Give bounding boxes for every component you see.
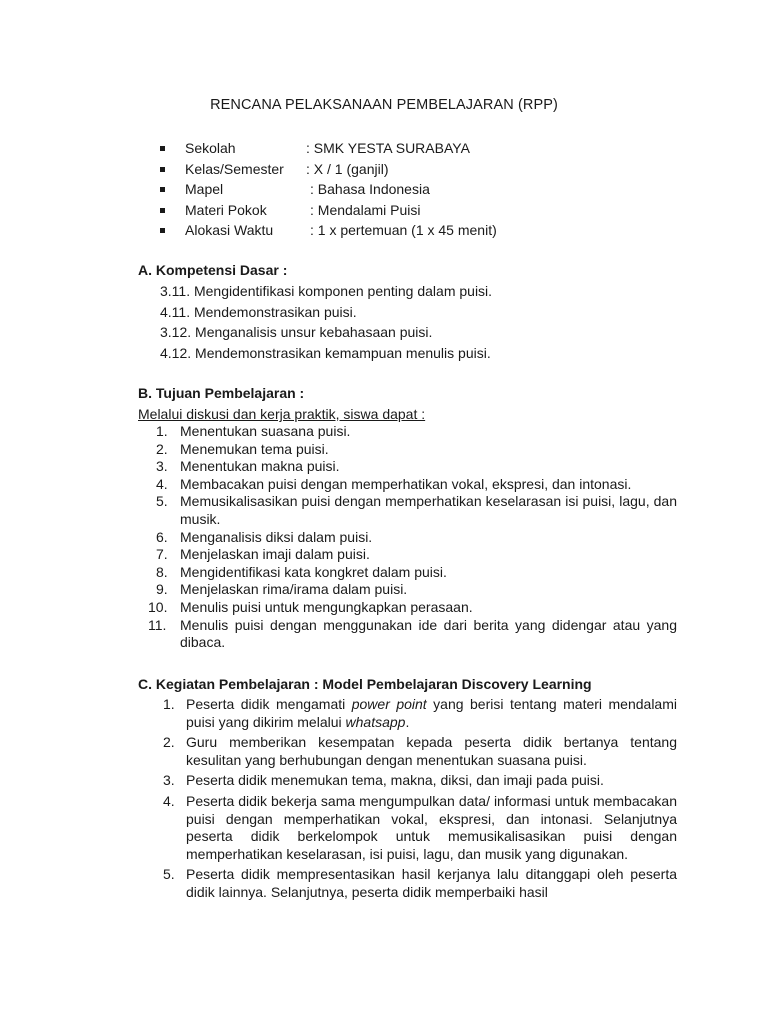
kegiatan-list [138, 696, 677, 905]
list-item [138, 564, 677, 582]
identity-label: Sekolah [185, 140, 236, 156]
list-item: 4.11. Mendemonstrasikan puisi. [160, 303, 357, 320]
item-number: 5. [163, 866, 175, 883]
item-text: Peserta didik menemukan tema, makna, diksi, dan imaji pada puisi. [186, 772, 604, 789]
item-number: 11. [148, 616, 167, 633]
list-item [138, 793, 677, 863]
item-text: Peserta didik mempresentasikan hasil kerjanya lalu ditanggapi oleh peserta didik lainnya. Selanjutnya, peserta didik memperbaiki hasil [186, 866, 677, 900]
bullet-icon [160, 208, 165, 213]
item-text: Menulis puisi untuk mengungkapkan perasaan. [180, 598, 473, 615]
item-number: 2. [163, 734, 175, 751]
identity-label: Materi Pokok [185, 201, 267, 218]
item-number: 3. [163, 772, 175, 789]
item-text: Membacakan puisi dengan memperhatikan vokal, ekspresi, dan intonasi. [180, 475, 632, 492]
list-item [138, 423, 677, 441]
item-text: Menulis puisi dengan menggunakan ide dari berita yang didengar atau yang dibaca. [180, 616, 677, 651]
item-number: 3. [156, 458, 168, 475]
list-item [138, 772, 677, 790]
list-item [138, 696, 677, 731]
item-text: Menganalisis diksi dalam puisi. [180, 528, 373, 545]
identity-label: Alokasi Waktu [185, 222, 274, 239]
item-text: Menjelaskan rima/irama dalam puisi. [180, 581, 408, 598]
identity-value: : X / 1 (ganjil) [306, 160, 389, 177]
item-text: . [405, 713, 410, 730]
bullet-icon [160, 228, 165, 233]
list-item [138, 734, 677, 769]
section-b-heading: B. Tujuan Pembelajaran : [138, 385, 305, 401]
bullet-icon [160, 146, 165, 151]
item-text: Peserta didik bekerja sama mengumpulkan data/ informasi untuk membacakan puisi dengan memperhatikan vokal, ekspresi, dan intonasi. Selanjutnya peserta didik berkelompok untuk memusikalisasikan puisi dengan memperhatikan keselarasan, isi puisi, lagu, dan musik yang digunakan. [186, 792, 677, 862]
item-text: Memusikalisasikan puisi dengan memperhatikan keselarasan isi puisi, lagu, dan musik. [180, 493, 677, 527]
item-number: 1. [156, 423, 168, 439]
list-item [138, 866, 677, 901]
identity-value: : Bahasa Indonesia [310, 181, 430, 198]
page-title: RENCANA PELAKSANAAN PEMBELAJARAN (RPP) [210, 97, 558, 113]
item-text: Menemukan tema puisi. [180, 440, 329, 457]
item-number: 1. [163, 696, 175, 712]
item-number: 10. [148, 598, 168, 615]
list-item [138, 476, 677, 494]
bullet-icon [160, 187, 165, 192]
item-emphasis: power point [351, 696, 427, 712]
item-text: Menentukan suasana puisi. [180, 423, 351, 439]
list-item [138, 599, 677, 617]
item-text: Menjelaskan imaji dalam puisi. [180, 546, 370, 563]
list-item [138, 529, 677, 547]
list-item: 4.12. Mendemonstrasikan kemampuan menulis puisi. [160, 344, 491, 361]
item-text: yang berisi tentang materi mendalami puisi yang dikirim melalui [186, 696, 677, 730]
item-number: 2. [156, 440, 168, 457]
bullet-icon [160, 167, 165, 172]
section-c-heading: C. Kegiatan Pembelajaran : Model Pembelajaran Discovery Learning [138, 676, 592, 692]
list-item [138, 441, 677, 459]
item-text: Peserta didik mengamati [186, 696, 352, 712]
item-text: Mengidentifikasi kata kongkret dalam puisi. [180, 563, 447, 580]
item-text: Guru memberikan kesempatan kepada peserta didik bertanya tentang kesulitan yang berhubungan dengan menentukan suasana puisi. [186, 734, 677, 768]
item-number: 4. [156, 475, 168, 492]
list-item [138, 581, 677, 599]
item-text: Menentukan makna puisi. [180, 458, 340, 475]
identity-value: : Mendalami Puisi [310, 201, 421, 218]
item-number: 5. [156, 493, 168, 510]
section-b-intro: Melalui diskusi dan kerja praktik, siswa dapat : [138, 406, 426, 422]
tujuan-list [138, 423, 677, 652]
identity-value: : SMK YESTA SURABAYA [306, 140, 470, 156]
identity-value: : 1 x pertemuan (1 x 45 menit) [310, 222, 497, 239]
list-item [138, 546, 677, 564]
kompetensi-list [160, 281, 492, 363]
item-number: 9. [156, 581, 168, 598]
item-number: 8. [156, 563, 168, 580]
list-item [138, 458, 677, 476]
item-number: 4. [163, 792, 175, 809]
item-emphasis: whatsapp [345, 713, 406, 730]
list-item: 3.11. Mengidentifikasi komponen penting dalam puisi. [160, 283, 493, 299]
identity-label: Kelas/Semester [185, 160, 284, 177]
item-number: 6. [156, 528, 168, 545]
identity-label: Mapel [185, 181, 224, 198]
section-a-heading: A. Kompetensi Dasar : [138, 262, 288, 278]
list-item [138, 617, 677, 652]
list-item [138, 493, 677, 528]
list-item: 3.12. Menganalisis unsur kebahasaan puisi. [160, 324, 433, 341]
item-number: 7. [156, 546, 168, 563]
